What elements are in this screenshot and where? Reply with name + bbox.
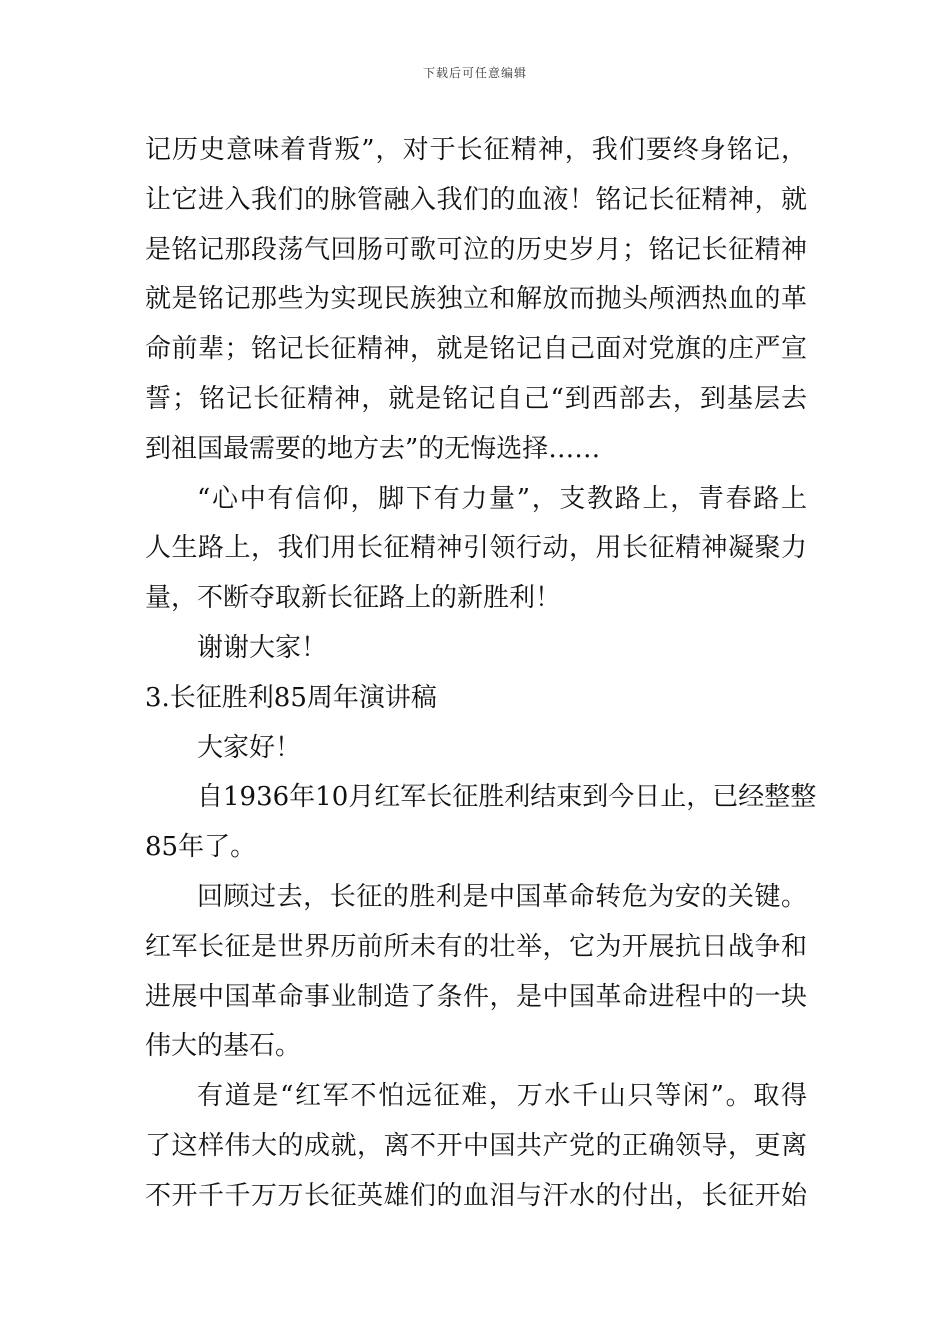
text-line: “心中有信仰，脚下有力量”，支教路上，青春路上 [197,483,807,514]
text-line: 红军长征是世界历前所未有的壮举，它为开展抗日战争和 [145,931,807,962]
text-line: 了这样伟大的成就，离不开中国共产党的正确领导，更离 [145,1130,807,1161]
text-line: 命前辈；铭记长征精神，就是铭记自己面对党旗的庄严宣 [145,334,807,365]
text-line: 有道是“红军不怕远征难，万水千山只等闲”。取得 [197,1081,807,1112]
text-line: 不开千千万万长征英雄们的血泪与汗水的付出，长征开始 [145,1180,807,1211]
text-line: 量，不断夺取新长征路上的新胜利！ [145,583,562,614]
text-line: 人生路上，我们用长征精神引领行动，用长征精神凝聚力 [145,533,807,564]
text-line: 回顾过去，长征的胜利是中国革命转危为安的关键。 [197,881,807,912]
text-line: 是铭记那段荡气回肠可歌可泣的历史岁月；铭记长征精神 [145,234,807,265]
page-header: 下载后可任意编辑 [422,66,527,80]
text-line: 到祖国最需要的地方去”的无悔选择…… [145,433,601,464]
section-heading: 3.长征胜利85周年演讲稿 [145,682,437,713]
text-line: 誓；铭记长征精神，就是铭记自己“到西部去，到基层去 [145,383,807,414]
text-line: 大家好！ [197,732,302,763]
text-line: 进展中国革命事业制造了条件，是中国革命进程中的一块 [145,981,807,1012]
text-line: 记历史意味着背叛”，对于长征精神，我们要终身铭记， [145,135,807,165]
text-line: 伟大的基石。 [145,1031,302,1062]
text-line: 85年了。 [145,832,257,863]
text-line: 谢谢大家！ [197,632,328,663]
document-body [145,126,817,1222]
text-line: 自1936年10月红军长征胜利结束到今日止，已经整整 [197,782,817,813]
text-line: 就是铭记那些为实现民族独立和解放而抛头颅洒热血的革 [145,284,807,315]
text-line: 让它进入我们的脉管融入我们的血液！铭记长征精神，就 [145,184,807,215]
